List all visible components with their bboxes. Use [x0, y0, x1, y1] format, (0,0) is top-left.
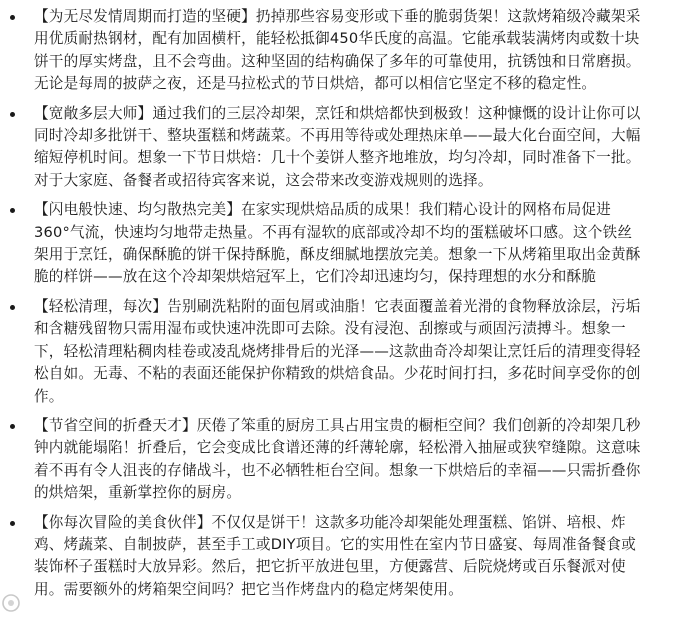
bullet-dot-icon	[10, 112, 15, 117]
feature-bullet-text: 【闪电般快速、均匀散热完美】在家实现烘焙品质的成果！我们精心设计的网格布局促进360°气流，快速均匀地带走热量。不再有湿软的底部或冷却不均的蛋糕破坏口感。这个铁丝架用于烹饪，确保酥脆的饼干保持酥脆，酥皮细腻地摆放完美。想象一下从烤箱里取出金黄酥脆的样饼——放在这个冷却架烘焙冠军上，它们冷却迅速均匀，保持理想的水分和酥脆	[34, 201, 641, 286]
feature-bullet	[0, 512, 681, 602]
watermark-logo-icon	[0, 592, 22, 614]
bullet-dot-icon	[10, 15, 15, 20]
bullet-dot-icon	[10, 305, 15, 310]
feature-bullet	[0, 6, 681, 96]
feature-bullet	[0, 296, 681, 408]
feature-bullet-text: 【为无尽发情周期而打造的坚硬】扔掉那些容易变形或下垂的脆弱货架！这款烤箱级冷藏架采用优质耐热钢材，配有加固横杆，能轻松抵御450华氏度的高温。它能承载装满烤肉或数十块饼干的厚实烤盘，且不会弯曲。这种坚固的结构确保了多年的可靠使用，抗锈蚀和日常磨损。无论是每周的披萨之夜，还是马拉松式的节日烘焙，都可以相信它坚定不移的稳定性。	[34, 8, 641, 93]
feature-bullet-text: 【宽敞多层大师】通过我们的三层冷却架，烹饪和烘焙都快到极致！这种慷慨的设计让你可以同时冷却多批饼干、整块蛋糕和烤蔬菜。不再用等待或处理热床单——最大化台面空间，大幅缩短停机时间。想象一下节日烘焙：几十个姜饼人整齐地堆放，均匀冷却，同时准备下一批。对于大家庭、备餐者或招待宾客来说，这会带来改变游戏规则的选择。	[34, 104, 641, 189]
bullet-dot-icon	[10, 208, 15, 213]
feature-bullet-list	[0, 6, 681, 608]
feature-bullet-text: 【你每次冒险的美食伙伴】不仅仅是饼干！这款多功能冷却架能处理蛋糕、馅饼、培根、炸鸡、烤蔬菜、自制披萨，甚至手工或DIY项目。它的实用性在室内节日盛宴、每周准备餐食或装饰杯子蛋糕时大放异彩。然后，把它折平放进包里，方便露营、后院烧烤或百乐餐派对使用。需要额外的烤箱架空间吗？把它当作烤盘内的稳定烤架使用。	[34, 513, 637, 598]
feature-bullet	[0, 103, 681, 193]
feature-bullet-text: 【轻松清理，每次】告别刷洗粘附的面包屑或油脂！它表面覆盖着光滑的食物释放涂层，污垢和含糖残留物只需用湿布或快速冲洗即可去除。没有浸泡、刮擦或与顽固污渍搏斗。想象一下，轻松清理粘稠肉桂卷或凌乱烧烤排骨后的光泽——这款曲奇冷却架让烹饪后的清理变得轻松自如。无毒、不粘的表面还能保护你精致的烘焙食品。少花时间打扫，多花时间享受你的创作。	[34, 297, 641, 405]
feature-bullet-text: 【节省空间的折叠天才】厌倦了笨重的厨房工具占用宝贵的橱柜空间？我们创新的冷却架几秒钟内就能塌陷！折叠后，它会变成比食谱还薄的纤薄轮廓，轻松滑入抽屉或狭窄缝隙。这意味着不再有令人沮丧的存储战斗，也不必牺牲柜台空间。想象一下烘焙后的幸福——只需折叠你的烘焙架，重新掌控你的厨房。	[34, 416, 641, 502]
feature-bullet	[0, 199, 681, 289]
bullet-dot-icon	[10, 424, 15, 429]
feature-bullet	[0, 415, 681, 505]
bullet-dot-icon	[10, 521, 15, 526]
